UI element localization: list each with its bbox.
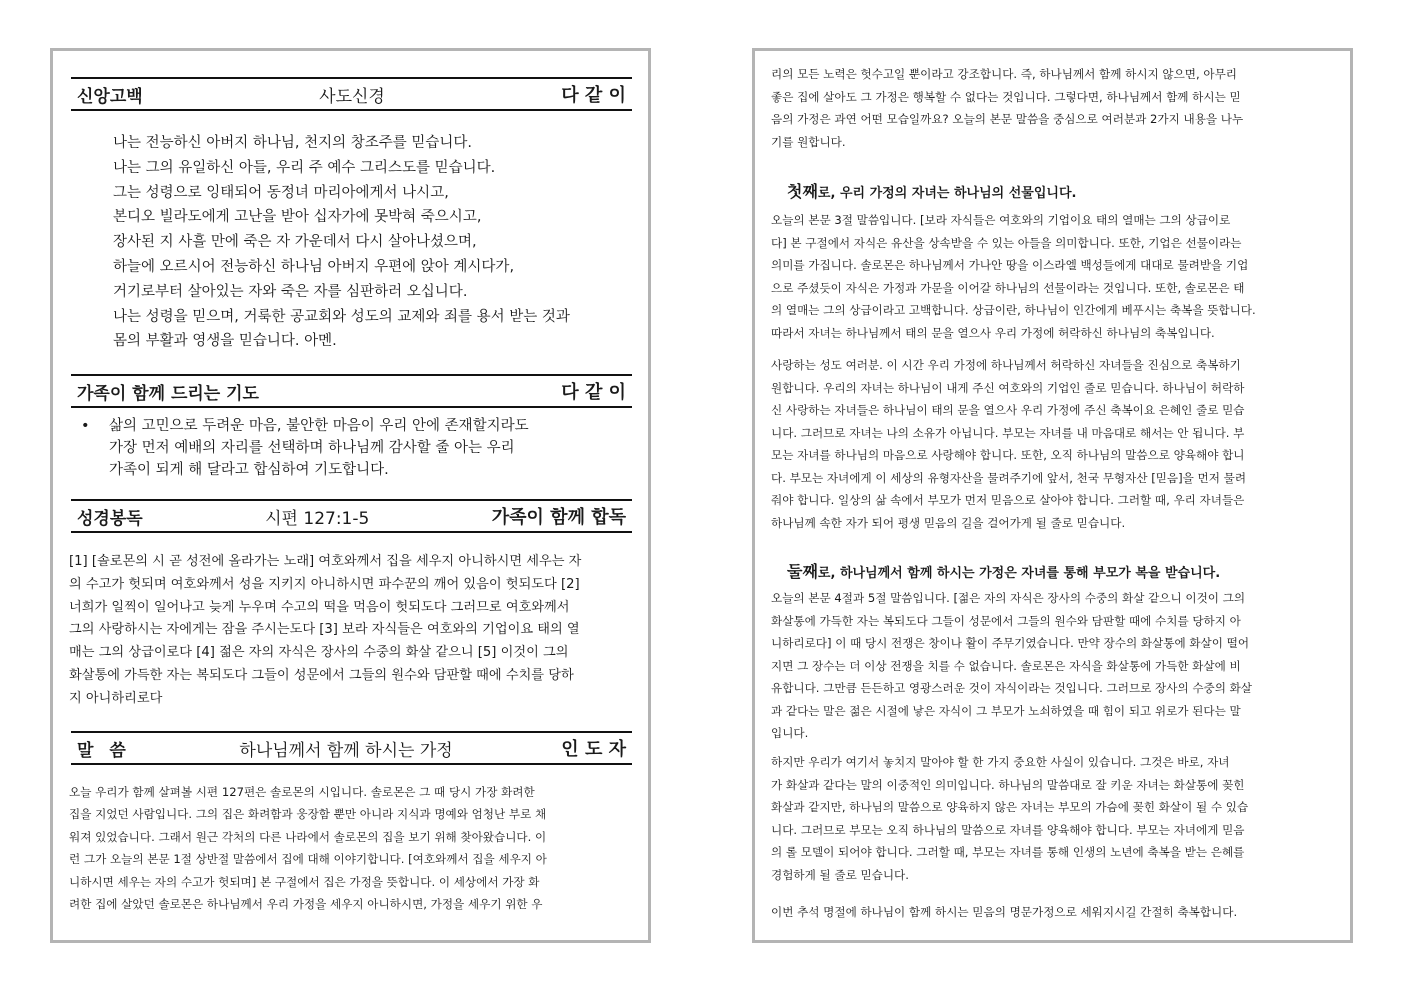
sermon-line: 신 사랑하는 자녀들은 하나님이 태의 문을 열으사 우리 가정에 주신 축복이요 은혜인 줄로 믿습 <box>771 403 1245 417</box>
sermon-line: 집을 지었던 사람입니다. 그의 집은 화려함과 웅장함 뿐만 아니라 지식과 명예와 엄청난 부로 채 <box>69 807 547 822</box>
bulletin-page-right <box>752 48 1353 943</box>
sermon-line: 의 열매는 그의 상급이라고 고백합니다. 상급이란, 하나님이 인간에게 베푸시는 축복을 뜻합니다. <box>771 303 1256 317</box>
sermon-label: 말 씀 <box>77 740 131 761</box>
creed-text <box>113 131 570 354</box>
scripture-line: 너희가 일찍이 일어나고 늦게 누우며 수고의 떡을 먹음이 헛되도다 그러므로 여호와께서 <box>69 599 570 615</box>
sermon-line: 오늘의 본문 3절 말씀입니다. [보라 자식들은 여호와의 기업이요 태의 열매는 그의 상급이로 <box>771 213 1231 227</box>
creed-title: 신앙고백 <box>77 86 143 107</box>
sermon-who: 인 도 자 <box>561 739 626 760</box>
creed-line: 나는 그의 유일하신 아들, 우리 주 예수 그리스도를 믿습니다. <box>113 159 496 176</box>
sermon-line: 화살통에 가득한 자는 복되도다 그들이 성문에서 그들의 원수와 담판할 때에 수치를 당하지 아 <box>771 613 1241 628</box>
sermon-line: 니하시면 세우는 자의 수고가 헛되며] 본 구절에서 집은 가정을 뜻합니다. 이 세상에서 가장 화 <box>69 874 540 889</box>
sermon-line: 다] 본 구절에서 자식은 유산을 상속받을 수 있는 아들을 의미합니다. 또한, 기업은 선물이라는 <box>771 235 1242 250</box>
creed-line: 하늘에 오르시어 전능하신 하나님 아버지 우편에 앉아 계시다가, <box>113 258 515 275</box>
creed-line: 그는 성령으로 잉태되어 동정녀 마리아에게서 나시고, <box>113 184 449 201</box>
prayer-header <box>71 374 632 408</box>
sermon-line: 화살과 같지만, 하나님의 말씀으로 양육하지 않은 자녀는 부모의 가슴에 꽂힌 화살이 될 수 있습 <box>771 800 1249 814</box>
sermon-line: 의미를 가집니다. 솔로몬은 하나님께서 가나안 땅을 이스라엘 백성들에게 대대로 물려받을 기업 <box>771 258 1249 272</box>
sermon-text <box>69 781 635 915</box>
point-one-paragraph-2 <box>771 354 1342 534</box>
sermon-line: 니다. 그러므로 자녀는 나의 소유가 아닙니다. 부모는 자녀를 내 마음대로 해서는 안 됩니다. 부 <box>771 425 1245 440</box>
sermon-line: 과 같다는 말은 젊은 시절에 낳은 자식이 그 부모가 노쇠하였을 때 힘이 되고 위로가 된다는 말 <box>771 703 1241 718</box>
sermon-line: 경험하게 될 줄로 믿습니다. <box>771 867 909 882</box>
sermon-line: 음의 가정은 과연 어떤 모습일까요? 오늘의 본문 말씀을 중심으로 여러분과 2가지 내용을 나누 <box>771 112 1244 126</box>
point-one-heading <box>787 179 1076 202</box>
sermon-header <box>71 731 632 765</box>
bulletin-page-left <box>50 48 651 943</box>
point-one-lead: 첫째 <box>787 182 818 201</box>
creed-header <box>71 77 632 111</box>
reading-reference: 시편 127:1-5 <box>265 508 370 529</box>
reading-who: 가족이 함께 합독 <box>491 507 626 528</box>
sermon-line: 오늘의 본문 4절과 5절 말씀입니다. [젊은 자의 자식은 장사의 수중의 화살 같으니 이것이 그의 <box>771 591 1246 605</box>
sermon-line: 려한 집에 살았던 솔로몬은 하나님께서 우리 가정을 세우지 아니하시면, 가정을 세우기 위한 우 <box>69 897 543 912</box>
sermon-line: 리의 모든 노력은 헛수고일 뿐이라고 강조합니다. 즉, 하나님께서 함께 하시지 않으면, 아무리 <box>771 67 1237 81</box>
point-two-heading <box>787 559 1220 582</box>
creed-line: 장사된 지 사흘 만에 죽은 자 가운데서 다시 살아나셨으며, <box>113 234 477 251</box>
bullet-icon: • <box>81 418 90 434</box>
sermon-line: 워져 있었습니다. 그래서 원근 각처의 다른 나라에서 솔로몬의 집을 보기 위해 찾아왔습니다. 이 <box>69 829 547 844</box>
sermon-line: 모는 자녀를 하나님의 마음으로 사랑해야 합니다. 또한, 오직 하나님의 말씀으로 양육해야 합니 <box>771 448 1245 462</box>
sermon-line: 런 그가 오늘의 본문 1절 상반절 말씀에서 집에 대해 이야기합니다. [여호와께서 집을 세우지 아 <box>69 852 547 867</box>
scripture-line: 매는 그의 상급이로다 [4] 젊은 자의 자식은 장사의 수중의 화살 같으니 [5] 이것이 그의 <box>69 645 569 661</box>
sermon-line: 따라서 자녀는 하나님께서 태의 문을 열으사 우리 가정에 허락하신 하나님의 축복입니다. <box>771 325 1215 340</box>
creed-who: 다 같 이 <box>561 85 626 106</box>
prayer-line: 가장 먼저 예배의 자리를 선택하며 하나님께 감사할 줄 아는 우리 <box>109 440 515 456</box>
point-one-rest: 로, 우리 가정의 자녀는 하나님의 선물입니다. <box>817 186 1077 201</box>
sermon-intro <box>771 63 1342 153</box>
sermon-title: 하나님께서 함께 하시는 가정 <box>239 740 453 761</box>
sermon-line: 좋은 집에 살아도 그 가정은 행복할 수 없다는 것입니다. 그렇다면, 하나님께서 함께 하시는 믿 <box>771 89 1241 104</box>
sermon-line: 니다. 그러므로 부모는 오직 하나님의 말씀으로 자녀를 양육해야 합니다. 부모는 자녀에게 믿음 <box>771 822 1245 837</box>
sermon-line: 사랑하는 성도 여러분. 이 시간 우리 가정에 하나님께서 허락하신 자녀들을 진심으로 축복하기 <box>771 358 1241 372</box>
creed-line: 몸의 부활과 영생을 믿습니다. 아멘. <box>113 333 337 350</box>
sermon-line: 원합니다. 우리의 자녀는 하나님이 내게 주신 여호와의 기업인 줄로 믿습니다. 하나님이 허락하 <box>771 380 1245 395</box>
sermon-line: 가 화살과 같다는 말의 이중적인 의미입니다. 하나님의 말씀대로 잘 키운 자녀는 화살통에 꽂힌 <box>771 777 1245 792</box>
sermon-line: 하지만 우리가 여기서 놓치지 말아야 할 한 가지 중요한 사실이 있습니다. 그것은 바로, 자녀 <box>771 755 1230 769</box>
sermon-line: 유합니다. 그만큼 든든하고 영광스러운 것이 자식이라는 것입니다. 그러므로 장사의 수중의 화살 <box>771 681 1253 695</box>
sermon-line: 오늘 우리가 함께 살펴볼 시편 127편은 솔로몬의 시입니다. 솔로몬은 그 때 당시 가장 화려한 <box>69 785 535 799</box>
prayer-title: 가족이 함께 드리는 기도 <box>77 383 259 404</box>
scripture-line: 그의 사랑하시는 자에게는 잠을 주시는도다 [3] 보라 자식들은 여호와의 기업이요 태의 열 <box>69 622 580 638</box>
scripture-text <box>69 551 635 711</box>
prayer-text <box>81 415 601 481</box>
reading-title: 성경봉독 <box>77 508 143 529</box>
sermon-line: 으로 주셨듯이 자식은 가정과 가문을 이어갈 하나님의 선물이라는 것입니다. 또한, 솔로몬은 태 <box>771 280 1245 295</box>
prayer-line: 가족이 되게 해 달라고 합심하여 기도합니다. <box>109 462 389 478</box>
creed-line: 거기로부터 살아있는 자와 죽은 자를 심판하러 오십니다. <box>113 283 468 300</box>
scripture-line: [1] [솔로몬의 시 곧 성전에 올라가는 노래] 여호와께서 집을 세우지 아니하시면 세우는 자 <box>69 554 582 569</box>
sermon-line: 기를 원합니다. <box>771 134 846 149</box>
creed-line: 나는 성령을 믿으며, 거룩한 공교회와 성도의 교제와 죄를 용서 받는 것과 <box>113 308 570 325</box>
sermon-line: 의 롤 모델이 되어야 합니다. 그러할 때, 부모는 자녀를 통해 인생의 노년에 축복을 받는 은혜를 <box>771 845 1245 859</box>
creed-subtitle: 사도신경 <box>319 86 385 107</box>
point-two-paragraph-1 <box>771 587 1342 745</box>
sermon-line: 줘야 합니다. 일상의 삶 속에서 부모가 먼저 믿음으로 살아야 합니다. 그러할 때, 우리 자녀들은 <box>771 493 1245 507</box>
sermon-line: 이번 추석 명절에 하나님이 함께 하시는 믿음의 명문가정으로 세워지시길 간절히 축복합니다. <box>771 905 1238 919</box>
reading-header <box>71 499 632 533</box>
scripture-line: 화살통에 가득한 자는 복되도다 그들이 성문에서 그들의 원수와 담판할 때에 수치를 당하 <box>69 667 574 683</box>
sermon-line: 입니다. <box>771 726 809 740</box>
point-two-rest: 로, 하나님께서 함께 하시는 가정은 자녀를 통해 부모가 복을 받습니다. <box>817 566 1221 581</box>
prayer-line: 삶의 고민으로 두려운 마음, 불안한 마음이 우리 안에 존재할지라도 <box>109 418 529 434</box>
point-two-paragraph-2 <box>771 751 1342 886</box>
prayer-who: 다 같 이 <box>561 382 626 403</box>
creed-line: 본디오 빌라도에게 고난을 받아 십자가에 못박혀 죽으시고, <box>113 209 482 226</box>
sermon-line: 다. 부모는 자녀에게 이 세상의 유형자산을 물려주기에 앞서, 천국 무형자산 [믿음]을 먼저 물려 <box>771 470 1247 485</box>
sermon-line: 하나님께 속한 자가 되어 평생 믿음의 길을 걸어가게 될 줄로 믿습니다. <box>771 515 1126 530</box>
scripture-line: 지 아니하리로다 <box>69 690 163 706</box>
sermon-line: 지면 그 장수는 더 이상 전쟁을 치를 수 없습니다. 솔로몬은 자식을 화살통에 가득한 화살에 비 <box>771 658 1241 673</box>
closing-blessing <box>771 901 1342 924</box>
point-two-lead: 둘째 <box>787 562 818 581</box>
scripture-line: 의 수고가 헛되며 여호와께서 성을 지키지 아니하시면 파수꾼의 깨어 있음이 헛되도다 [2] <box>69 576 580 592</box>
point-one-paragraph-1 <box>771 209 1342 344</box>
creed-line: 나는 전능하신 아버지 하나님, 천지의 창조주를 믿습니다. <box>113 135 473 151</box>
sermon-line: 니하리로다] 이 때 당시 전쟁은 창이나 활이 주무기였습니다. 만약 장수의 화살통에 화살이 떨어 <box>771 636 1250 650</box>
